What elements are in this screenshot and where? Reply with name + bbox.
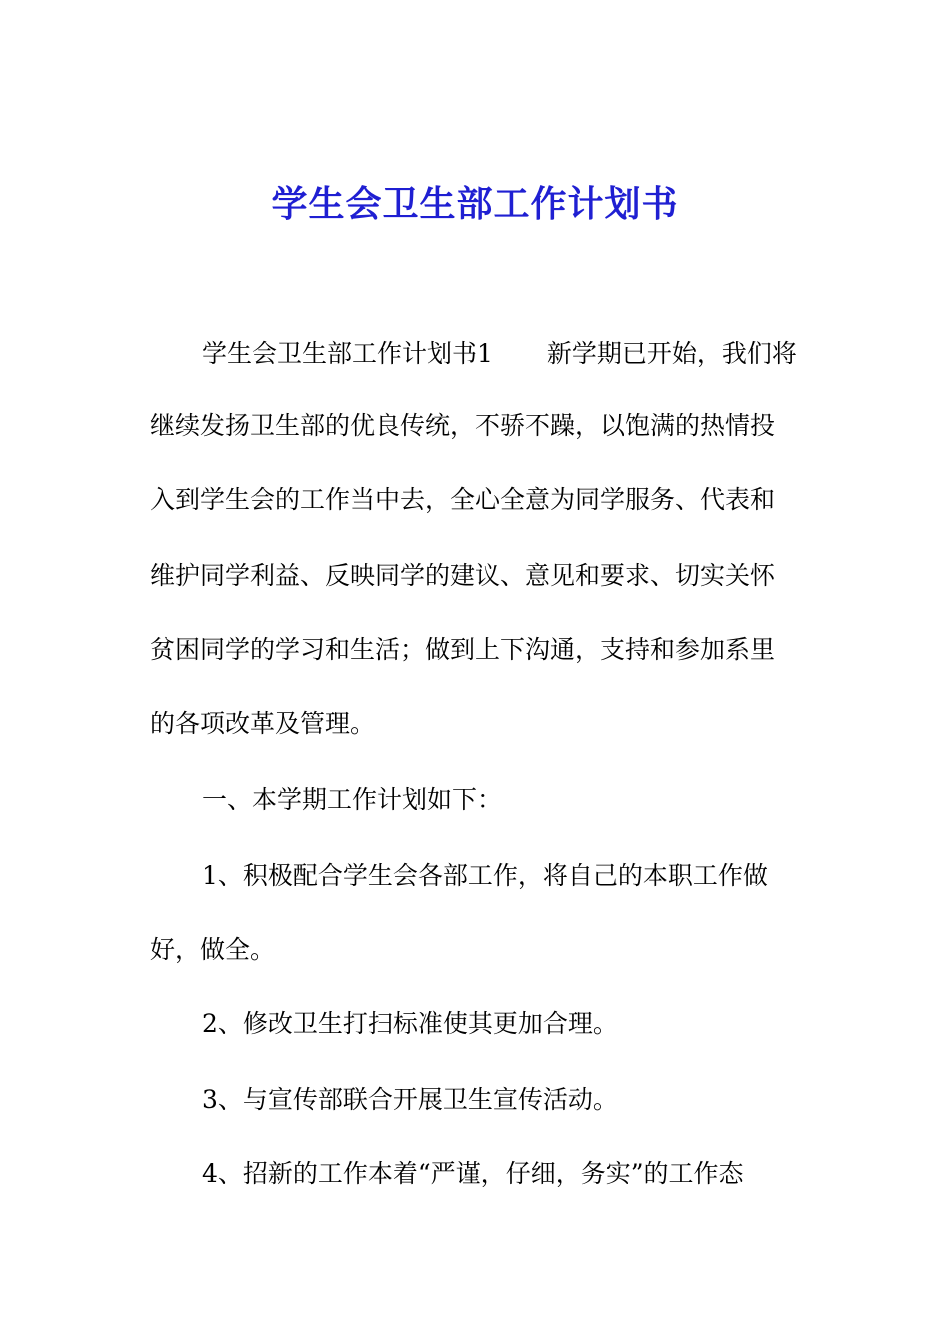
- body-line-4: 贫困同学的学习和生活；做到上下沟通，支持和参加系里: [150, 635, 776, 664]
- intro-heading: 学生会卫生部工作计划书1: [202, 339, 493, 368]
- intro-text: 新学期已开始，我们将: [546, 339, 797, 368]
- section-heading: 一、本学期工作计划如下：: [202, 785, 503, 814]
- body-line-5: 的各项改革及管理。: [150, 709, 376, 738]
- body-line-3: 维护同学利益、反映同学的建议、意见和要求、切实关怀: [150, 561, 776, 590]
- intro-line: [202, 334, 882, 374]
- list-item-1-continued: 好，做全。: [150, 935, 276, 964]
- document-title: 学生会卫生部工作计划书: [271, 183, 679, 225]
- list-item-2: 2、修改卫生打扫标准使其更加合理。: [202, 1009, 618, 1038]
- body-line-2: 入到学生会的工作当中去，全心全意为同学服务、代表和: [150, 485, 776, 514]
- list-item-3: 3、与宣传部联合开展卫生宣传活动。: [202, 1085, 618, 1114]
- body-line-1: 继续发扬卫生部的优良传统，不骄不躁，以饱满的热情投: [150, 411, 776, 440]
- list-item-4: 4、招新的工作本着“严谨，仔细，务实”的工作态: [202, 1159, 744, 1188]
- list-item-1: 1、积极配合学生会各部工作，将自己的本职工作做: [202, 861, 768, 890]
